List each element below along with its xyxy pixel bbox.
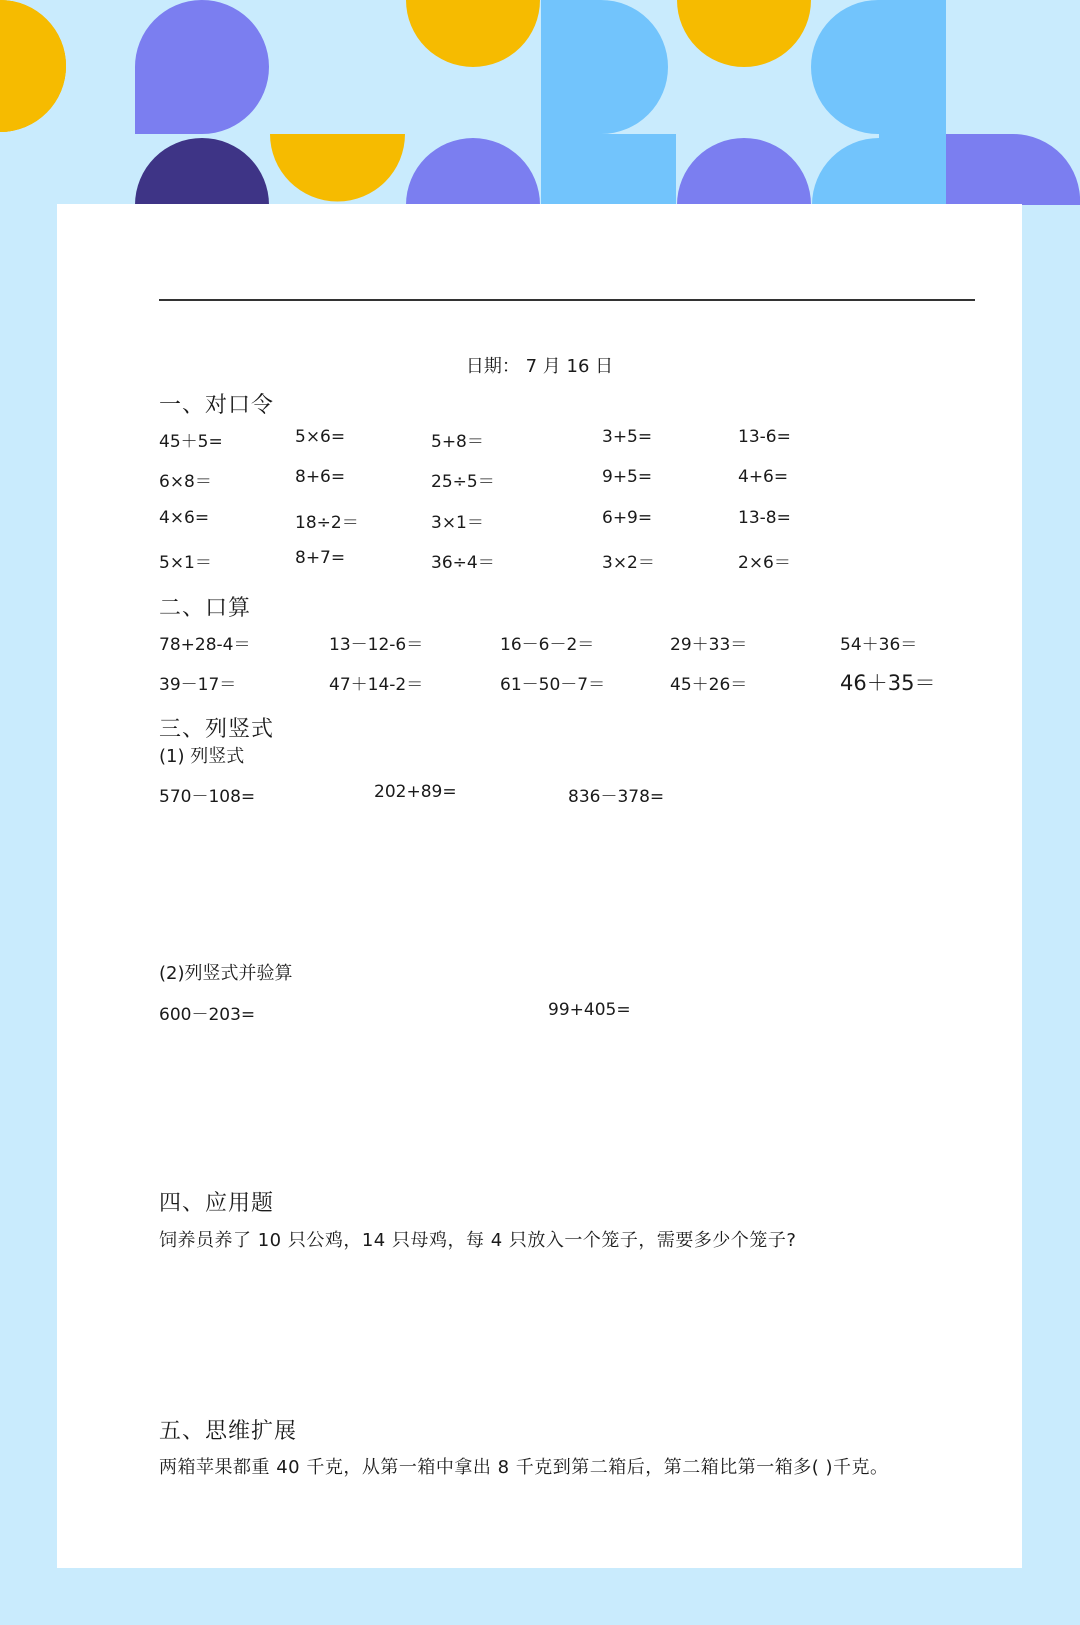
decorative-banner [0,0,1080,205]
s2-r2-c3: 61－50－7＝ [500,675,606,695]
worksheet-paper [57,204,1022,1568]
section4-title: 四、应用题 [159,1191,275,1216]
section3-part1-label: (1) 列竖式 [159,746,245,767]
s1-r2-c5: 4+6= [738,467,789,487]
s2-r1-c3: 16－6－2＝ [500,635,595,655]
s2-r1-c5: 54＋36＝ [840,635,918,655]
s2-r2-c1: 39－17＝ [159,675,237,695]
section3-title: 三、列竖式 [159,717,275,742]
s1-r1-c1: 45＋5= [159,432,223,452]
date-line [57,352,1022,378]
s1-r3-c4: 6+9= [602,508,653,528]
day-label: 日 [595,356,614,377]
date-month: 7 [525,356,538,377]
s1-r4-c2: 8+7= [295,548,346,568]
s1-r2-c4: 9+5= [602,467,653,487]
section4-question: 饲养员养了 10 只公鸡，14 只母鸡，每 4 只放入一个笼子，需要多少个笼子? [159,1230,797,1251]
s1-r2-c2: 8+6= [295,467,346,487]
s3-p2-item2: 99+405= [548,1000,631,1020]
s1-r3-c2: 18÷2＝ [295,513,359,533]
s1-r4-c5: 2×6＝ [738,553,791,573]
s2-r2-c2: 47＋14-2＝ [329,675,424,695]
s2-r2-c4: 45＋26＝ [670,675,748,695]
s1-r4-c1: 5×1＝ [159,553,212,573]
s3-p1-item1: 570－108= [159,787,256,807]
s3-p2-item1: 600－203= [159,1005,256,1025]
s2-r1-c1: 78+28-4＝ [159,635,251,655]
header-rule [159,299,975,301]
s3-p1-item2: 202+89= [374,782,457,802]
s3-p1-item3: 836－378= [568,787,665,807]
s1-r2-c3: 25÷5＝ [431,472,495,492]
s1-r1-c4: 3+5= [602,427,653,447]
s1-r1-c2: 5×6= [295,427,346,447]
s1-r3-c1: 4×6= [159,508,210,528]
section1-title: 一、对口令 [159,393,275,418]
s2-r1-c2: 13－12-6＝ [329,635,424,655]
s1-r1-c3: 5+8＝ [431,432,484,452]
geometric-shapes-graphic [0,0,1080,205]
s2-r1-c4: 29＋33＝ [670,635,748,655]
s1-r1-c5: 13-6= [738,427,791,447]
s2-r2-c5: 46＋35＝ [840,671,936,695]
date-day: 16 [566,356,590,377]
month-label: 月 [542,356,561,377]
date-label: 日期： [465,356,520,377]
s1-r4-c3: 36÷4＝ [431,553,495,573]
s1-r2-c1: 6×8＝ [159,472,212,492]
section5-question: 两箱苹果都重 40 千克，从第一箱中拿出 8 千克到第二箱后，第二箱比第一箱多( )千克。 [159,1457,889,1478]
s1-r4-c4: 3×2＝ [602,553,655,573]
s1-r3-c3: 3×1＝ [431,513,484,533]
section3-part2-label: (2)列竖式并验算 [159,963,293,984]
section5-title: 五、思维扩展 [159,1419,298,1444]
s1-r3-c5: 13-8= [738,508,791,528]
section2-title: 二、口算 [159,596,252,621]
